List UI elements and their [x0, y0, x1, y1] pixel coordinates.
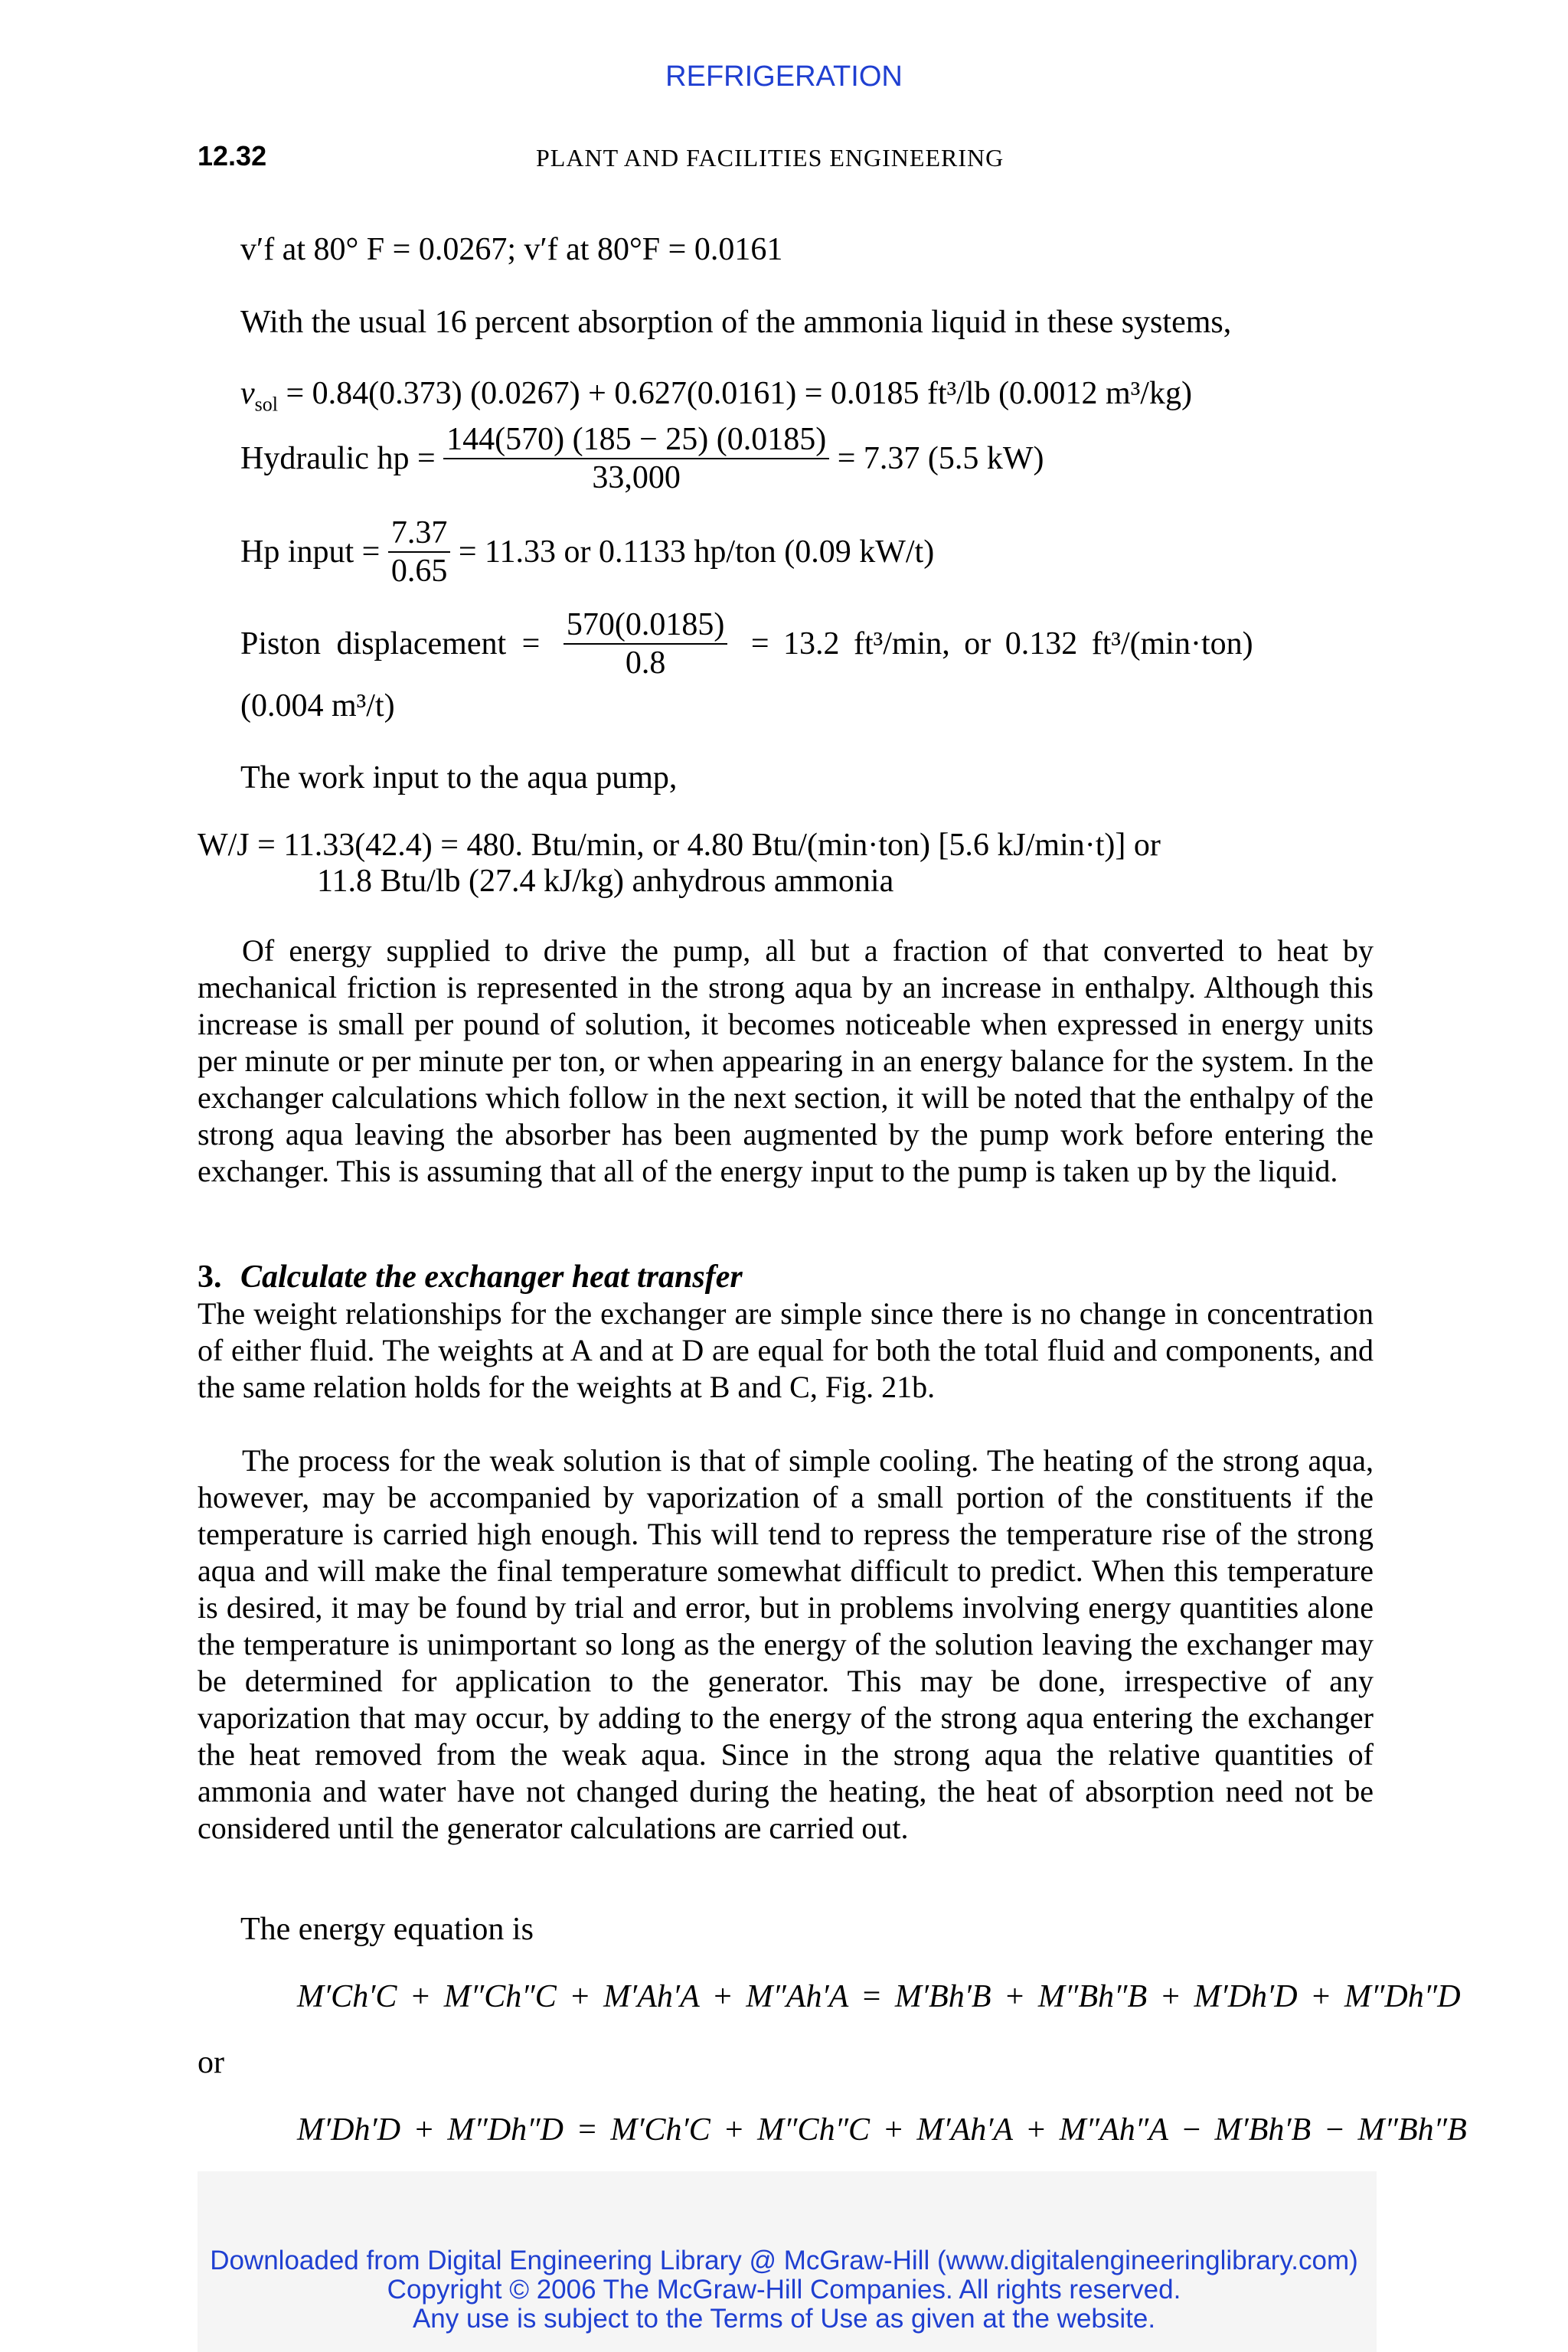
energy-paragraph — [198, 933, 1374, 1190]
section-title: Calculate the exchanger heat transfer — [240, 1259, 743, 1295]
hydraulic-result: = 7.37 (5.5 kW) — [837, 441, 1044, 476]
wj-line-1: W/J = 11.33(42.4) = 480. Btu/min, or 4.80 Btu/(min·ton) [5.6 kJ/min·t)] or — [198, 828, 1161, 863]
hp-input-numerator: 7.37 — [390, 515, 448, 550]
chapter-header: REFRIGERATION — [665, 60, 903, 93]
footer-copyright: Copyright © 2006 The McGraw-Hill Companies. All rights reserved. — [387, 2275, 1181, 2305]
piston-equation — [240, 606, 1374, 681]
hydraulic-hp-equation — [240, 421, 1044, 496]
piston-fraction — [564, 606, 727, 681]
section-number: 3. — [198, 1259, 222, 1295]
piston-metric: (0.004 m³/t) — [240, 688, 395, 724]
weight-paragraph-text: The weight relationships for the exchanger are simple since there is no change in concentration of either fluid. The weights at A and at D are equal for both the total fluid and components, and the same relation holds for the weights at B and C, Fig. 21b. — [198, 1296, 1374, 1404]
piston-numerator: 570(0.0185) — [566, 607, 725, 642]
energy-equation-2: M′Dh′D + M″Dh″D = M′Ch′C + M″Ch″C + M′Ah′A + M″Ah″A − M′Bh′B − M″Bh″B — [297, 2112, 1467, 2148]
hp-input-label: Hp input = — [240, 534, 381, 570]
piston-label: Piston displacement = — [240, 626, 541, 662]
energy-equation-1: M′Ch′C + M″Ch″C + M′Ah′A + M″Ah′A = M′Bh′B + M″Bh″B + M′Dh′D + M″Dh″D — [297, 1979, 1461, 2014]
hydraulic-fraction — [443, 421, 829, 496]
vsol-subscript: sol — [254, 393, 278, 416]
or-word: or — [198, 2045, 224, 2080]
footer-terms-link[interactable]: Any use is subject to the Terms of Use as given at the website. — [412, 2304, 1156, 2334]
work-intro: The work input to the aqua pump, — [240, 760, 678, 795]
energy-paragraph-text: Of energy supplied to drive the pump, all but a fraction of that converted to heat by mechanical friction is represented in the strong aqua by an increase in enthalpy. Although this increase is small per pound of solution, it becomes noticeable when expressed in energy units per minute or per minute per ton, or when appearing in an energy balance for the system. In the exchanger calculations which follow in the next section, it will be noted that the enthalpy of the strong aqua leaving the absorber has been augmented by the pump work before entering the exchanger. This is assuming that all of the energy input to the pump is taken up by the liquid. — [198, 933, 1374, 1188]
page-number: 12.32 — [198, 140, 267, 172]
piston-result: = 13.2 ft³/min, or 0.132 ft³/(min·ton) — [750, 626, 1253, 662]
process-paragraph — [198, 1442, 1374, 1847]
vsol-symbol: v — [240, 376, 255, 411]
hp-input-equation — [240, 514, 934, 590]
section-heading — [198, 1259, 743, 1295]
weight-paragraph — [198, 1295, 1374, 1406]
vsol-equation — [240, 375, 1192, 416]
hp-input-result: = 11.33 or 0.1133 hp/ton (0.09 kW/t) — [458, 534, 935, 570]
hp-input-denominator: 0.65 — [388, 551, 451, 590]
energy-equation-intro: The energy equation is — [240, 1912, 534, 1947]
process-paragraph-text: The process for the weak solution is that of simple cooling. The heating of the strong aqua, however, may be accompanied by vaporization of a small portion of the constituents if the temperature is carried high enough. This will tend to repress the temperature rise of the strong aqua and will make the final temperature somewhat difficult to predict. When this temperature is desired, it may be found by trial and error, but in problems involving energy quantities alone the temperature is unimportant so long as the energy of the solution leaving the exchanger may be determined for application to the generator. This may be done, irrespective of any vaporization that may occur, by adding to the energy of the strong aqua entering the exchanger the heat removed from the weak aqua. Since in the strong aqua the relative quantities of ammonia and water have not changed during the heating, the heat of absorption need not be considered until the generator calculations are carried out. — [198, 1443, 1374, 1845]
hydraulic-numerator: 144(570) (185 − 25) (0.0185) — [446, 422, 827, 457]
vf-values-line: v′f at 80° F = 0.0267; v′f at 80°F = 0.0161 — [240, 232, 783, 267]
piston-denominator: 0.8 — [564, 643, 727, 681]
wj-line-2: 11.8 Btu/lb (27.4 kJ/kg) anhydrous ammonia — [317, 864, 894, 899]
footer-download-link[interactable]: Downloaded from Digital Engineering Library @ McGraw-Hill (www.digitalengineeringlibrary.com) — [210, 2246, 1358, 2275]
vsol-rhs: = 0.84(0.373) (0.0267) + 0.627(0.0161) = 0.0185 ft³/lb (0.0012 m³/kg) — [286, 376, 1192, 411]
running-head: PLANT AND FACILITIES ENGINEERING — [536, 144, 1004, 172]
absorption-intro: With the usual 16 percent absorption of the ammonia liquid in these systems, — [240, 305, 1232, 340]
hydraulic-label: Hydraulic hp = — [240, 441, 436, 476]
hydraulic-denominator: 33,000 — [443, 458, 829, 496]
hp-input-fraction — [388, 514, 451, 590]
